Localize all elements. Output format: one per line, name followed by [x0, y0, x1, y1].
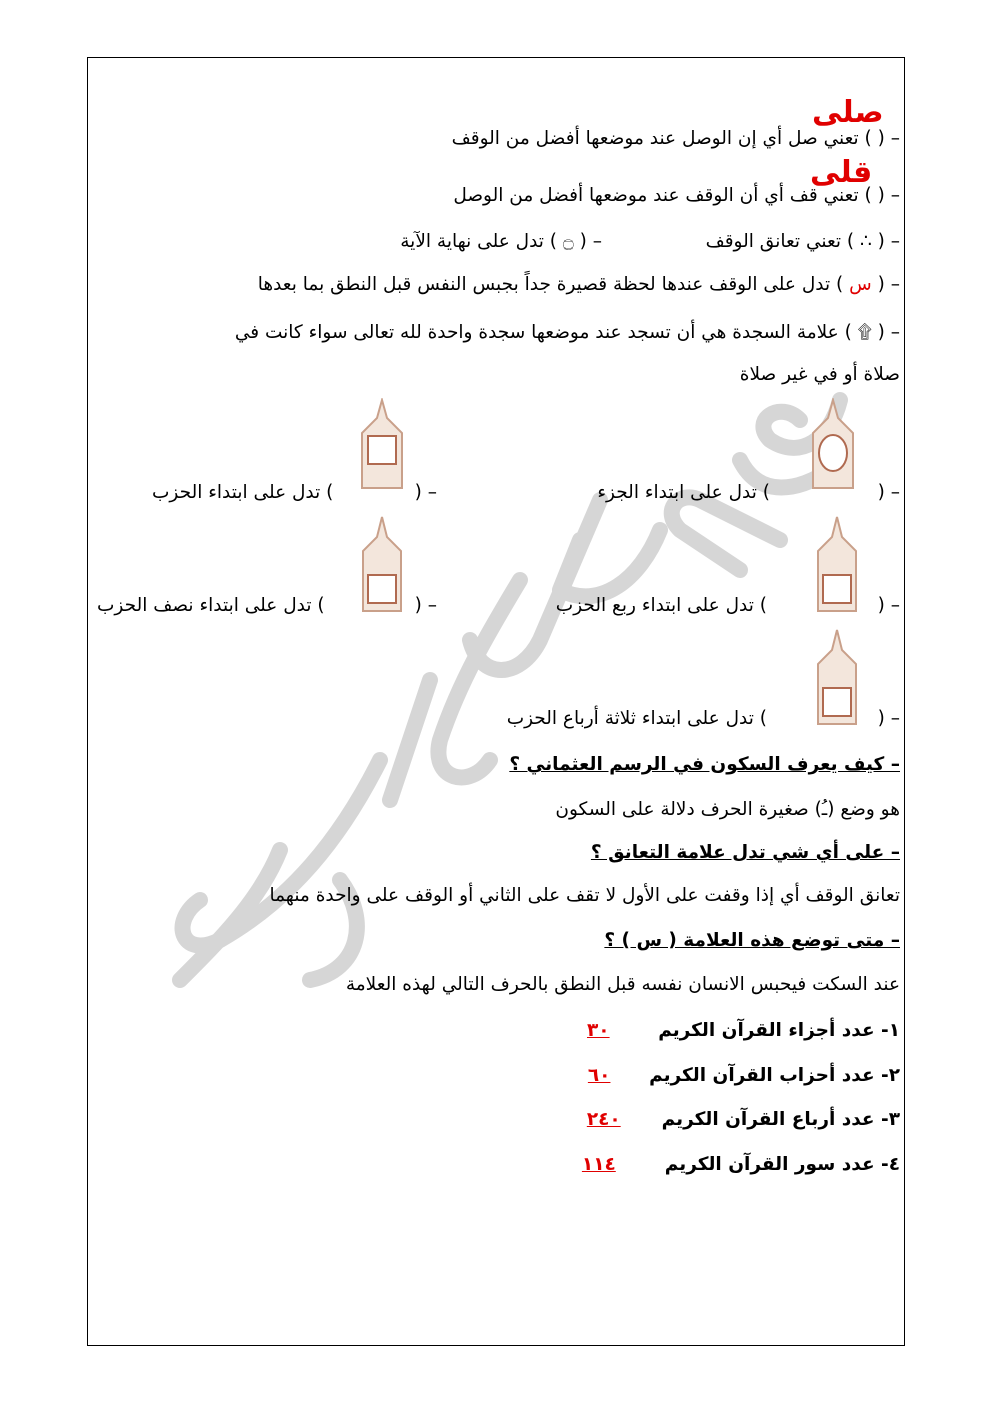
- symbol-seen: س: [849, 274, 872, 295]
- fact-label: ١- عدد أجزاء القرآن الكريم: [658, 1020, 900, 1041]
- symbol-qila: قلى: [810, 155, 873, 190]
- line-qila: – ( ) تعني قف أي أن الوقف عند موضعها أفضل من الوصل: [453, 185, 900, 206]
- item-juz: – (: [877, 482, 900, 503]
- line-saktah: – ( س ) تدل على الوقف عندها لحظة قصيرة جداً بجبس النفس قبل النطق بما بعدها: [257, 274, 900, 295]
- three-quarters-lantern-icon: [815, 628, 859, 732]
- item-hizb: – (: [414, 482, 437, 503]
- fact-value: ٦٠: [587, 1065, 611, 1086]
- fact-label: ٣- عدد أرباع القرآن الكريم: [661, 1109, 900, 1130]
- question-seen: – متى توضع هذه العلامة ( س ) ؟: [604, 930, 900, 951]
- fact-row: [576, 1152, 900, 1178]
- item-nisf-text: ) تدل على ابتداء نصف الحزب: [97, 595, 325, 616]
- fact-label: ٤- عدد سور القرآن الكريم: [664, 1154, 900, 1175]
- item-rub-text: ) تدل على ابتداء ربع الحزب: [555, 595, 767, 616]
- line-taanuq: – ( ∴ ) تعني تعانق الوقف: [705, 231, 900, 252]
- item-hizb-text: ) تدل على ابتداء الحزب: [152, 482, 334, 503]
- line-ayah-end: – ( ۝ ) تدل على نهاية الآية: [400, 231, 602, 252]
- fact-label: ٢- عدد أحزاب القرآن الكريم: [649, 1065, 900, 1086]
- item-rub: – (: [877, 595, 900, 616]
- fact-value: ٢٤٠: [586, 1109, 621, 1130]
- fact-row: [575, 1018, 900, 1044]
- fact-value: ٣٠: [587, 1020, 610, 1041]
- nisf-lantern-icon: [360, 515, 404, 619]
- fact-value: ١١٤: [581, 1154, 616, 1175]
- rub-lantern-icon: [815, 515, 859, 619]
- fact-row: [576, 1063, 900, 1089]
- juz-lantern-icon: [808, 398, 858, 498]
- answer-taanuq: تعانق الوقف أي إذا وقفت على الأول لا تقف على الثاني أو الوقف على واحدة منهما: [269, 885, 900, 906]
- line-sajdah: – ( ۩ ) علامة السجدة هي أن تسجد عند موضعها سجدة واحدة لله تعالى سواء كانت في: [234, 322, 900, 343]
- line-sila: – ( ) تعني صل أي إن الوصل عند موضعها أفضل من الوقف: [451, 128, 900, 149]
- item-nisf: – (: [414, 595, 437, 616]
- fact-row: [581, 1107, 900, 1133]
- answer-seen: عند السكت فيحبس الانسان نفسه قبل النطق بالحرف التالي لهذه العلامة: [345, 974, 900, 995]
- question-sukun: – كيف يعرف السكون في الرسم العثماني ؟: [509, 754, 900, 775]
- item-three-quarters-text: ) تدل على ابتداء ثلاثة أرباع الحزب: [506, 708, 767, 729]
- item-juz-text: ) تدل على ابتداء الجزء: [597, 482, 770, 503]
- hizb-lantern-icon: [358, 398, 406, 498]
- answer-sukun: هو وضع (ﹹ) صغيرة الحرف دلالة على السكون: [555, 799, 900, 820]
- line-sajdah-cont: صلاة أو في غير صلاة: [739, 364, 900, 385]
- question-taanuq: – على أي شي تدل علامة التعانق ؟: [590, 842, 900, 863]
- item-three-quarters: – (: [877, 708, 900, 729]
- symbol-sila: صلى: [812, 95, 884, 130]
